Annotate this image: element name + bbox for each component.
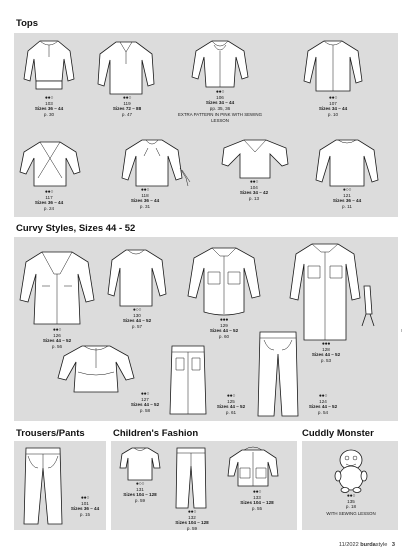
garment-103-illustration[interactable] [22, 37, 76, 95]
difficulty-dots: ●●● [321, 341, 331, 347]
difficulty-dots: ●●○ [318, 393, 328, 399]
brand-logo-b: style [375, 542, 388, 548]
difficulty-dots: ●○○ [132, 307, 142, 313]
pattern-number: 131 [136, 487, 144, 492]
page-ref: p. 55 [251, 505, 263, 511]
garment-130-illustration[interactable] [106, 248, 168, 308]
difficulty-dots: ●●○ [249, 179, 259, 185]
pattern-number: 135 [347, 499, 355, 504]
difficulty-dots: ●○○ [342, 187, 352, 193]
size-range: Sizes 36 – 44 [34, 200, 64, 206]
size-range: Sizes 44 – 52 [209, 328, 239, 334]
pattern-note: WITH SEWING LESSON [326, 510, 376, 516]
pattern-127-info [120, 392, 170, 413]
pattern-129-info [198, 318, 250, 339]
garment-125-illustration[interactable] [168, 344, 208, 416]
difficulty-dots: ●●○ [328, 95, 338, 101]
page-ref: p. 54 [317, 409, 329, 415]
size-range: Sizes 104 – 128 [240, 500, 274, 506]
pattern-number: 124 [319, 399, 327, 404]
pattern-number: 118 [141, 193, 149, 198]
difficulty-dots: ●●○ [226, 393, 236, 399]
section-title-monster: Cuddly Monster [302, 428, 374, 439]
garment-107-illustration[interactable] [302, 37, 364, 95]
difficulty-dots: ●●○ [140, 187, 150, 193]
size-range: Sizes 36 – 44 [130, 198, 160, 204]
garment-132-illustration[interactable] [174, 446, 208, 510]
page-ref: p. 61 [225, 409, 237, 415]
difficulty-dots: ●●○ [44, 95, 54, 101]
pattern-number: 121 [343, 193, 351, 198]
pattern-number: 133 [253, 495, 261, 500]
page-number: 3 [391, 542, 395, 548]
page-ref: p. 11 [342, 203, 352, 209]
pattern-124-info [298, 394, 348, 415]
garment-106-illustration[interactable] [190, 37, 250, 89]
pattern-132-info [168, 510, 216, 531]
size-range: Sizes 36 – 44 [34, 106, 64, 112]
pattern-number: 106 [216, 95, 224, 100]
page-ref: p. 59 [134, 497, 146, 503]
pattern-128-info [300, 342, 352, 363]
margin-mark: ı [401, 328, 403, 334]
size-range: Sizes 44 – 52 [216, 404, 246, 410]
pattern-number: 127 [141, 397, 149, 402]
difficulty-dots: ●●○ [140, 391, 150, 397]
difficulty-dots: ●○○ [135, 481, 145, 487]
pattern-number: 104 [250, 185, 258, 190]
monster-135-illustration[interactable] [334, 448, 368, 492]
section-title-curvy: Curvy Styles, Sizes 44 - 52 [16, 223, 136, 234]
size-range: Sizes 44 – 52 [311, 352, 341, 358]
page-ref: pp. 35, 36 [209, 105, 231, 111]
page-ref: p. 59 [186, 525, 198, 531]
difficulty-dots: ●●○ [346, 493, 356, 499]
garment-127-illustration[interactable] [56, 344, 136, 394]
issue-date: 11/2022 [338, 542, 359, 548]
pattern-number: 125 [227, 399, 235, 404]
pattern-number: 132 [188, 515, 196, 520]
difficulty-dots: ●●○ [215, 89, 225, 95]
pattern-121-info [322, 188, 372, 209]
page-ref: p. 18 [345, 504, 357, 510]
garment-128-illustration[interactable] [288, 242, 380, 342]
pattern-number: 117 [45, 195, 53, 200]
size-range: Sizes 44 – 52 [122, 318, 152, 324]
size-range: Sizes 104 – 128 [123, 492, 157, 498]
size-range: Sizes 44 – 52 [42, 338, 72, 344]
pattern-107-info [308, 96, 358, 117]
pattern-number: 107 [329, 101, 337, 106]
pattern-103-info [22, 96, 76, 117]
garment-126-illustration[interactable] [18, 250, 96, 326]
difficulty-dots: ●●○ [122, 95, 132, 101]
page-ref: p. 15 [79, 511, 91, 517]
pattern-130-info [112, 308, 162, 329]
pattern-117-info [24, 190, 74, 211]
size-range: Sizes 36 – 44 [70, 506, 100, 512]
pattern-number: 101 [81, 501, 89, 506]
size-range: Sizes 72 – 88 [112, 106, 142, 112]
page-ref: p. 10 [327, 111, 339, 117]
pattern-101-info [64, 496, 106, 517]
page-footer [339, 542, 395, 548]
garment-129-illustration[interactable] [186, 244, 262, 318]
difficulty-dots: ●●● [219, 317, 229, 323]
page-ref: p. 56 [51, 343, 63, 349]
pattern-number: 119 [123, 101, 131, 106]
size-range: Sizes 34 – 44 [318, 106, 348, 112]
pattern-125-info [206, 394, 256, 415]
size-range: Sizes 104 – 128 [175, 520, 209, 526]
page-ref: p. 31 [139, 203, 151, 209]
size-range: Sizes 34 – 42 [239, 190, 269, 196]
garment-104-illustration[interactable] [220, 138, 290, 180]
pattern-number: 128 [322, 347, 330, 352]
difficulty-dots: ●●○ [44, 189, 54, 195]
pattern-note: EXTRA PATTERN IN PINK WITH SEWING LESSON [178, 112, 262, 123]
size-range: Sizes 44 – 52 [130, 402, 160, 408]
pattern-119-info [102, 96, 152, 117]
size-range: Sizes 34 – 44 [205, 100, 235, 106]
section-title-trousers: Trousers/Pants [16, 428, 85, 439]
garment-121-illustration[interactable] [314, 138, 380, 190]
size-range: Sizes 44 – 52 [308, 404, 338, 410]
page-ref: p. 53 [320, 357, 332, 363]
pattern-106-info [178, 90, 262, 123]
page-ref: p. 60 [218, 333, 230, 339]
pattern-number: 130 [133, 313, 141, 318]
pattern-number: 129 [220, 323, 228, 328]
size-range: Sizes 36 – 44 [332, 198, 362, 204]
pattern-135-info [326, 494, 376, 516]
difficulty-dots: ●●○ [252, 489, 262, 495]
difficulty-dots: ●●○ [80, 495, 90, 501]
page-ref: p. 24 [43, 205, 55, 211]
section-title-children: Children's Fashion [113, 428, 199, 439]
difficulty-dots: ●●○ [187, 509, 197, 515]
garment-133-illustration[interactable] [226, 446, 280, 488]
garment-124-illustration[interactable] [256, 330, 300, 418]
pattern-number: 126 [53, 333, 61, 338]
page-ref: p. 30 [43, 111, 55, 117]
garment-101-illustration[interactable] [22, 446, 64, 526]
garment-131-illustration[interactable] [118, 446, 162, 482]
page-ref: p. 58 [139, 407, 151, 413]
pattern-133-info [232, 490, 282, 511]
garment-117-illustration[interactable] [18, 140, 82, 190]
pattern-131-info [116, 482, 164, 503]
pattern-number: 103 [45, 101, 53, 106]
pattern-104-info [226, 180, 282, 201]
brand-logo-a: burda [360, 542, 376, 548]
section-title-tops: Tops [16, 18, 38, 29]
page-ref: p. 47 [121, 111, 133, 117]
page-ref: p. 13 [248, 195, 260, 201]
difficulty-dots: ●●○ [52, 327, 62, 333]
garment-119-illustration[interactable] [96, 40, 156, 96]
page-ref: p. 57 [131, 323, 143, 329]
garment-118-illustration[interactable] [120, 138, 192, 190]
pattern-118-info [118, 188, 172, 209]
